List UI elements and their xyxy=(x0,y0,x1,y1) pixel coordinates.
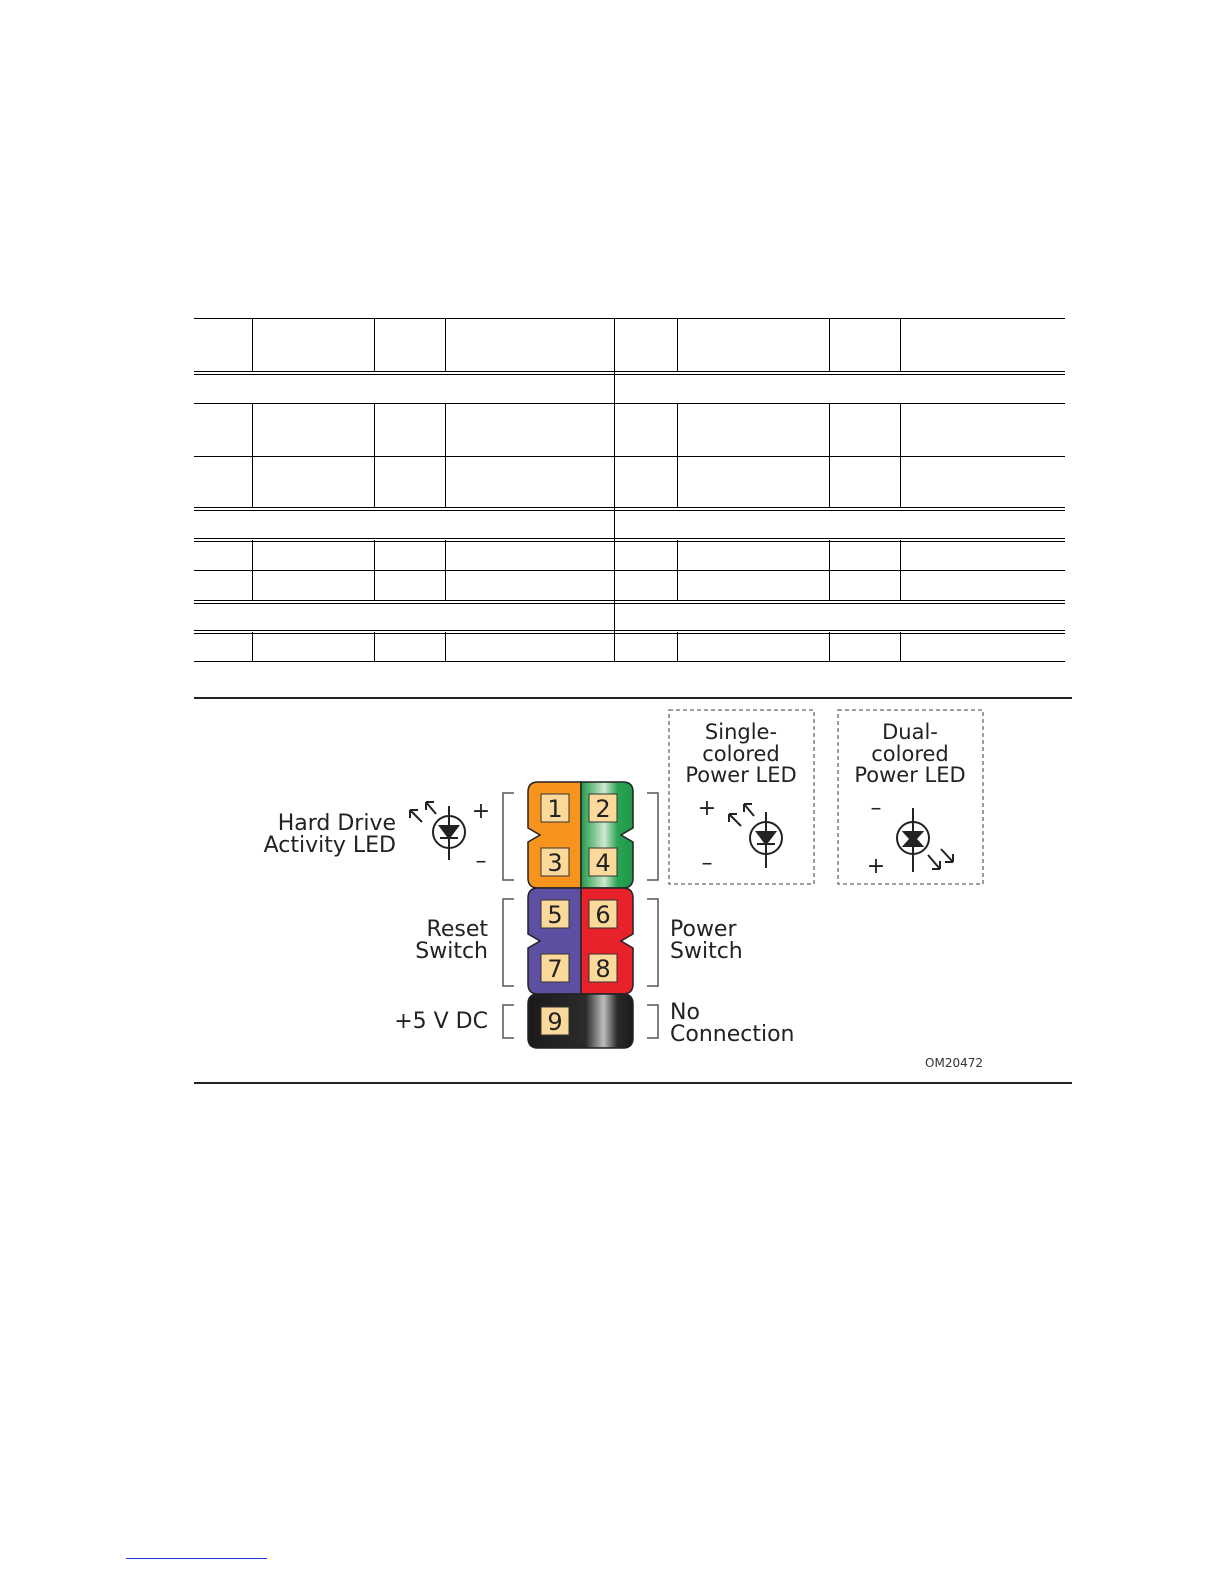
bracket-reset xyxy=(503,899,514,986)
reset-label: Switch xyxy=(415,939,488,964)
hdd-label: Hard Drive xyxy=(277,811,396,836)
svg-text:7: 7 xyxy=(547,955,563,983)
pin-9 xyxy=(541,1007,569,1036)
power-switch-label: Power xyxy=(670,917,737,942)
svg-text:6: 6 xyxy=(595,901,611,929)
single-plus: + xyxy=(697,796,717,821)
bracket-power-switch xyxy=(647,899,658,986)
single-led-label: Power LED xyxy=(685,763,797,787)
footnote-rule xyxy=(126,1558,267,1559)
nc-label: Connection xyxy=(670,1022,795,1047)
pin-3 xyxy=(541,848,569,877)
single-minus: – xyxy=(701,851,713,876)
hdd-label: Activity LED xyxy=(263,833,396,858)
pin-8 xyxy=(589,954,617,983)
dual-led-label: Power LED xyxy=(854,763,966,787)
single-led-label: colored xyxy=(702,742,780,766)
pin-2 xyxy=(589,794,617,823)
dual-led-label: colored xyxy=(871,742,949,766)
pin-5 xyxy=(541,900,569,929)
dual-minus: – xyxy=(870,796,882,821)
svg-text:8: 8 xyxy=(595,955,611,983)
single-led-symbol xyxy=(729,804,782,868)
bracket-plus5 xyxy=(503,1005,514,1038)
pin-7 xyxy=(541,954,569,983)
svg-text:9: 9 xyxy=(547,1008,563,1036)
pin-1 xyxy=(541,794,569,823)
svg-text:3: 3 xyxy=(547,849,563,877)
reset-label: Reset xyxy=(426,917,488,942)
hdd-minus: – xyxy=(475,849,487,874)
bracket-power-led xyxy=(647,793,658,880)
pin-6 xyxy=(589,900,617,929)
svg-text:4: 4 xyxy=(595,849,611,877)
svg-text:5: 5 xyxy=(547,901,563,929)
bracket-nc xyxy=(647,1005,658,1038)
nc-label: No xyxy=(670,1000,700,1025)
dual-plus: + xyxy=(866,854,886,879)
power-switch-label: Switch xyxy=(670,939,743,964)
single-led-label: Single- xyxy=(704,720,778,744)
hdd-led-symbol xyxy=(410,802,465,860)
hdd-plus: + xyxy=(471,799,491,824)
bracket-hdd xyxy=(503,793,514,880)
dual-led-label: Dual- xyxy=(882,720,938,744)
pin-4 xyxy=(589,848,617,877)
svg-text:2: 2 xyxy=(595,795,611,823)
plus5-label: +5 V DC xyxy=(394,1009,488,1034)
svg-text:1: 1 xyxy=(547,795,563,823)
figure-id: OM20472 xyxy=(925,1056,983,1070)
dual-led-symbol xyxy=(897,808,953,872)
